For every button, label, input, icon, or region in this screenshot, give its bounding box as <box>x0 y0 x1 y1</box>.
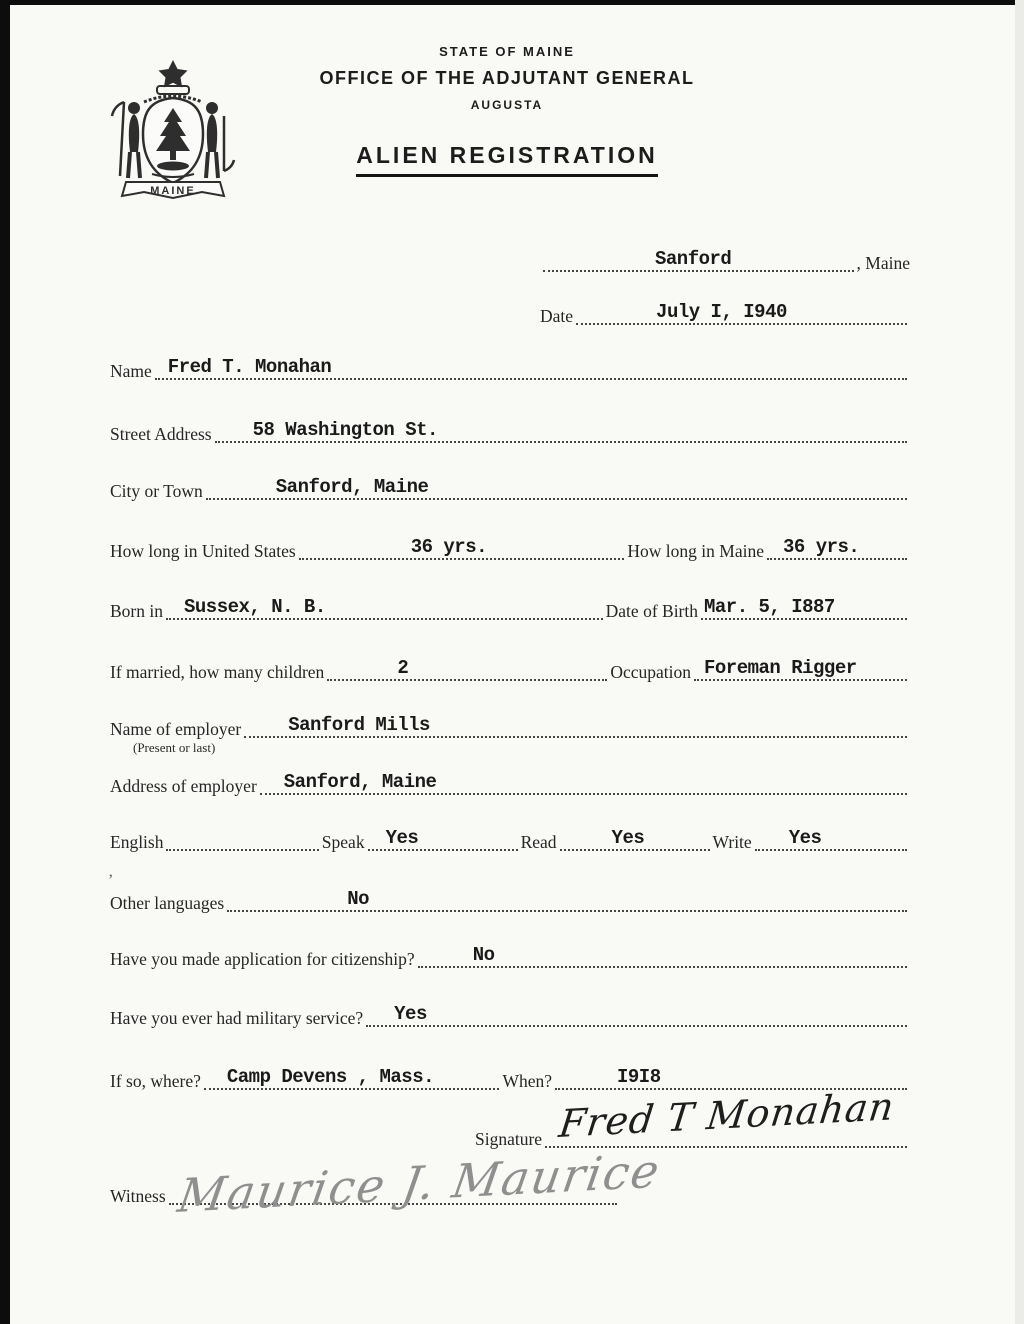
dotted-line <box>155 352 907 380</box>
form-title: ALIEN REGISTRATION <box>356 142 657 177</box>
dotted-line <box>244 710 907 738</box>
field-label-speak: Speak <box>321 831 365 852</box>
dotted-line <box>545 1084 907 1148</box>
scan-edge-top <box>0 0 1024 5</box>
dotted-line <box>694 653 907 681</box>
field-value-born-in: Sussex, N. B. <box>184 596 326 618</box>
field-value-employer-address: Sanford, Maine <box>283 771 437 793</box>
field-value-write: Yes <box>788 827 822 849</box>
dotted-line <box>299 532 625 560</box>
row-born <box>110 594 910 620</box>
field-label-city-or-town: City or Town <box>110 480 203 501</box>
field-label-citizenship: Have you made application for citizenship? <box>110 948 415 969</box>
field-value-citizenship: No <box>472 944 495 966</box>
field-value-when: I9I8 <box>617 1066 661 1088</box>
letterhead <box>0 44 1014 177</box>
field-label-date-of-birth: Date of Birth <box>605 600 698 621</box>
dotted-line <box>368 823 518 851</box>
dotted-line <box>755 823 907 851</box>
row-name <box>110 354 910 380</box>
row-witness <box>110 1143 665 1224</box>
seal-banner-text: MAINE <box>150 185 196 197</box>
row-date <box>540 299 910 325</box>
dotted-line <box>543 244 854 272</box>
dotted-line <box>166 592 603 620</box>
field-label-employer-address: Address of employer <box>110 775 257 796</box>
scan-edge-right <box>1015 0 1024 1324</box>
row-how-long <box>110 534 910 560</box>
row-military-service <box>110 1001 910 1027</box>
row-where-when <box>110 1064 910 1090</box>
field-label-how-long-maine: How long in Maine <box>627 540 764 561</box>
field-value-street-address: 58 Washington St. <box>252 419 438 441</box>
field-label-occupation: Occupation <box>610 661 691 682</box>
letterhead-office: OFFICE OF THE ADJUTANT GENERAL <box>319 68 695 88</box>
field-value-other-languages: No <box>347 888 370 910</box>
field-sublabel-employer-name: (Present or last) <box>133 740 216 755</box>
dotted-line <box>555 1062 907 1090</box>
row-children-occupation <box>110 655 910 681</box>
field-label-write: Write <box>712 831 752 852</box>
field-label-signature: Signature <box>475 1128 543 1149</box>
row-english <box>110 825 910 851</box>
field-value-read: Yes <box>611 827 645 849</box>
dotted-line <box>366 999 907 1027</box>
field-value-name: Fred T. Monahan <box>167 356 332 378</box>
field-label-other-languages: Other languages <box>110 892 225 913</box>
field-value-military-service: Yes <box>394 1003 427 1025</box>
field-value-speak: Yes <box>385 827 419 849</box>
field-value-how-long-maine: 36 yrs. <box>783 536 860 558</box>
field-label-born-in: Born in <box>110 600 163 621</box>
field-label-name: Name <box>110 360 152 381</box>
dotted-line <box>204 1062 500 1090</box>
row-other-languages <box>110 886 910 912</box>
field-value-date-of-birth: Mar. 5, I887 <box>704 596 835 618</box>
row-employer-name <box>110 712 910 738</box>
field-value-children: 2 <box>397 657 409 679</box>
letterhead-state: STATE OF MAINE <box>439 44 575 59</box>
field-value-employer-name: Sanford Mills <box>288 714 430 736</box>
dotted-line <box>560 823 710 851</box>
dotted-line <box>169 1143 665 1224</box>
dotted-line <box>215 415 907 443</box>
field-value-date: July I, I940 <box>656 301 787 323</box>
dotted-line <box>166 823 318 851</box>
field-value-city-or-town: Sanford, Maine <box>275 476 429 498</box>
field-label-how-long-us: How long in United States <box>110 540 296 561</box>
field-label-english: English <box>110 831 164 852</box>
field-value-occupation: Foreman Rigger <box>704 657 857 679</box>
field-value-how-long-us: 36 yrs. <box>410 536 488 558</box>
row-street-address <box>110 417 910 443</box>
field-value-location: Sanford <box>655 248 732 270</box>
field-label-when: When? <box>502 1070 552 1091</box>
field-label-street-address: Street Address <box>110 423 212 444</box>
scan-edge-left <box>0 0 10 1324</box>
dotted-line <box>701 592 907 620</box>
field-value-where: Camp Devens , Mass. <box>226 1066 434 1088</box>
field-label-military-service: Have you ever had military service? <box>110 1007 364 1028</box>
signature-handwriting: Fred T Monahan <box>556 1084 898 1147</box>
dotted-line <box>767 532 907 560</box>
field-label-children: If married, how many children <box>110 661 325 682</box>
witness-handwriting: Maurice J. Maurice <box>174 1143 665 1224</box>
field-label-witness: Witness <box>110 1185 166 1206</box>
field-label-read: Read <box>520 831 557 852</box>
stray-mark: ’ <box>108 872 114 889</box>
field-label-employer-name: Name of employer <box>110 718 242 739</box>
dotted-line <box>260 767 907 795</box>
dotted-line <box>227 884 907 912</box>
row-employer-address <box>110 769 910 795</box>
row-citizenship <box>110 942 910 968</box>
field-label-where: If so, where? <box>110 1070 201 1091</box>
dotted-line <box>206 472 907 500</box>
row-signature <box>475 1084 910 1149</box>
row-city-or-town <box>110 474 910 500</box>
location-suffix: , Maine <box>856 252 910 273</box>
letterhead-city: AUGUSTA <box>470 98 544 112</box>
dotted-line <box>418 940 907 968</box>
dotted-line <box>327 653 607 681</box>
dotted-line <box>576 297 907 325</box>
row-location <box>540 246 910 272</box>
field-label-date: Date <box>540 305 574 326</box>
